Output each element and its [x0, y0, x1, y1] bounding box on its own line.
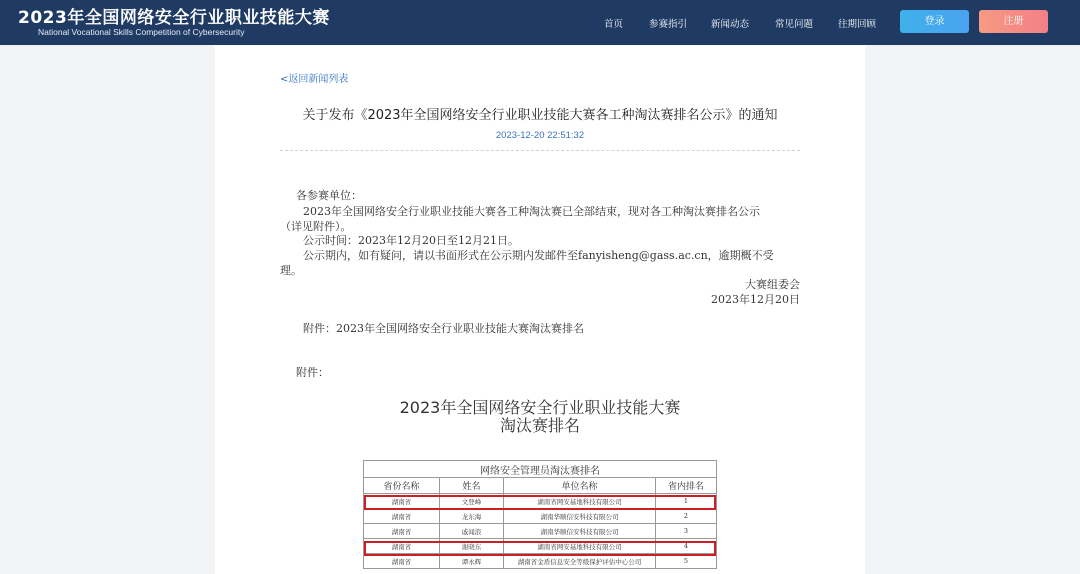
cell-name: 谭永辉: [440, 554, 504, 569]
nav-review[interactable]: 往期回顾: [838, 19, 877, 30]
cell-unit: 湖南华顺信安科技有限公司: [504, 509, 656, 524]
paragraph-1-line-1: 2023年全国网络安全行业职业技能大赛各工种淘汰赛已全部结束，现对各工种淘汰赛排名公示: [303, 205, 760, 218]
greeting: 各参赛单位：: [296, 189, 362, 202]
site-header: [0, 0, 1080, 45]
cell-province: 湖南省: [364, 554, 440, 569]
cell-unit: 湖南省金盾信息安全等级保护评估中心公司: [504, 554, 656, 569]
header-unit: 单位名称: [504, 478, 656, 494]
article-date: 2023-12-20 22:51:32: [495, 130, 585, 141]
paragraph-2: 公示时间：2023年12月20日至12月21日。: [303, 234, 519, 247]
paragraph-1-line-2: （详见附件）。: [280, 220, 352, 233]
article-title: 关于发布《2023年全国网络安全行业职业技能大赛各工种淘汰赛排名公示》的通知: [302, 108, 778, 123]
cell-province: 湖南省: [364, 494, 440, 509]
signature-date: 2023年12月20日: [711, 293, 800, 306]
document-title-line-1: 2023年全国网络安全行业职业技能大赛: [399, 398, 681, 417]
ranking-table: [363, 460, 717, 569]
title-divider: [280, 150, 800, 151]
cell-rank: 3: [656, 524, 717, 539]
site-subtitle: National Vocational Skills Competition of Cybersecurity: [38, 27, 245, 37]
header-name: 姓名: [440, 478, 504, 494]
cell-unit: 湖南省网安基地科技有限公司: [504, 494, 656, 509]
table-row: [364, 524, 717, 539]
cell-rank: 4: [656, 539, 717, 554]
cell-name: 谢晓东: [440, 539, 504, 554]
login-button[interactable]: 登录: [900, 10, 969, 33]
table-row: [364, 539, 717, 554]
header-province: 省份名称: [364, 478, 440, 494]
cell-rank: 2: [656, 509, 717, 524]
table-caption: 网络安全管理员淘汰赛排名: [364, 461, 717, 478]
attachment-label: 附件：: [296, 366, 329, 379]
cell-name: 文登峰: [440, 494, 504, 509]
table-row: [364, 494, 717, 509]
cell-name: 戚闻浪: [440, 524, 504, 539]
paragraph-3-line-2: 理。: [280, 264, 302, 277]
nav-faq[interactable]: 常见问题: [775, 19, 814, 30]
paragraph-3-line-1: 公示期内，如有疑问，请以书面形式在公示期内发邮件至fanyisheng@gass.ac.cn，逾期概不受: [303, 249, 774, 262]
table-header-row: [364, 478, 717, 494]
back-to-news-link[interactable]: <返回新闻列表: [280, 74, 349, 85]
site-title[interactable]: 2023年全国网络安全行业职业技能大赛: [18, 8, 330, 28]
cell-name: 龙东海: [440, 509, 504, 524]
document-title-line-2: 淘汰赛排名: [499, 416, 580, 435]
nav-home[interactable]: 首页: [604, 19, 624, 30]
register-button[interactable]: 注册: [979, 10, 1048, 33]
signature: 大赛组委会: [745, 278, 800, 291]
attachment-line[interactable]: 附件：2023年全国网络安全行业职业技能大赛淘汰赛排名: [303, 322, 584, 335]
table-caption-row: [364, 461, 717, 478]
cell-unit: 湖南华顺信安科技有限公司: [504, 524, 656, 539]
header-rank: 省内排名: [656, 478, 717, 494]
nav-news[interactable]: 新闻动态: [711, 19, 750, 30]
cell-province: 湖南省: [364, 539, 440, 554]
nav-guide[interactable]: 参赛指引: [649, 19, 688, 30]
cell-rank: 1: [656, 494, 717, 509]
cell-rank: 5: [656, 554, 717, 569]
cell-province: 湖南省: [364, 509, 440, 524]
table-row: [364, 509, 717, 524]
table-row: [364, 554, 717, 569]
cell-unit: 湖南省网安基地科技有限公司: [504, 539, 656, 554]
cell-province: 湖南省: [364, 524, 440, 539]
